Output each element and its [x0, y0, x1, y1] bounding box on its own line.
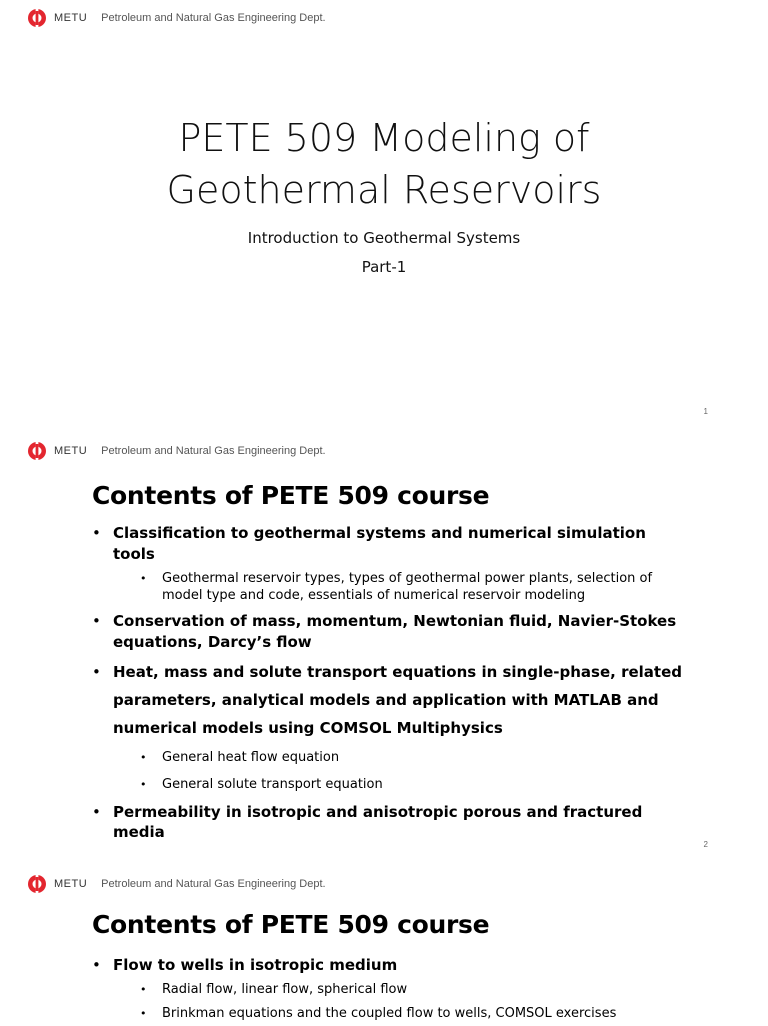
department-name: Petroleum and Natural Gas Engineering Dept. — [101, 445, 326, 457]
page-number: 1 — [703, 407, 708, 416]
slide-1 — [0, 0, 768, 430]
logo-text: METU — [54, 445, 88, 457]
department-name: Petroleum and Natural Gas Engineering Dept. — [101, 12, 326, 24]
list-item — [92, 954, 682, 1026]
metu-logo — [27, 8, 87, 28]
slide-header — [27, 441, 326, 461]
contents-list — [92, 954, 682, 1026]
list-item — [92, 658, 682, 798]
sub-list-item: • General solute transport equation — [134, 771, 682, 798]
sub-list-item: • General heat flow equation — [134, 744, 682, 771]
logo-text: METU — [54, 12, 88, 24]
subtitle: Introduction to Geothermal Systems — [247, 229, 521, 247]
logo-text: METU — [54, 878, 88, 890]
department-name: Petroleum and Natural Gas Engineering Dept. — [101, 878, 326, 890]
bullet-text: Classification to geothermal systems and numerical simulation tools — [113, 524, 646, 563]
list-item — [92, 802, 682, 842]
content-title: Contents of PETE 509 course — [92, 481, 490, 510]
slide-2 — [0, 433, 768, 863]
slide-header — [27, 8, 326, 28]
content-title: Contents of PETE 509 course — [92, 910, 490, 939]
slide-title — [0, 112, 768, 216]
sub-list-item: • Radial flow, linear flow, spherical flow — [134, 978, 682, 1002]
slide-3 — [0, 866, 768, 1024]
subtitle-part: Part-1 — [361, 258, 407, 276]
title-line-1: PETE 509 Modeling of — [178, 116, 590, 160]
metu-logo-icon — [27, 441, 47, 461]
metu-logo — [27, 441, 87, 461]
sub-list-item: • Geothermal reservoir types, types of geothermal power plants, selection of model type and code, essentials of numerical reservoir modeling — [134, 570, 682, 604]
metu-logo-icon — [27, 8, 47, 28]
slide-header — [27, 874, 326, 894]
bullet-text: Flow to wells in isotropic medium — [113, 956, 398, 974]
bullet-text: Conservation of mass, momentum, Newtonian fluid, Navier-Stokes equations, Darcy’s flow — [113, 612, 677, 651]
contents-list — [92, 523, 682, 842]
metu-logo — [27, 874, 87, 894]
metu-logo-icon — [27, 874, 47, 894]
bullet-text: Permeability in isotropic and anisotropic porous and fractured media — [113, 803, 643, 841]
bullet-text: Heat, mass and solute transport equations in single-phase, related parameters, analytical models and application with MATLAB and numerical models using COMSOL Multiphysics — [113, 663, 682, 737]
page-number: 2 — [703, 840, 708, 849]
title-line-2: Geothermal Reservoirs — [166, 168, 602, 212]
list-item — [92, 523, 682, 604]
sub-list-item: • Brinkman equations and the coupled flow to wells, COMSOL exercises — [134, 1002, 682, 1026]
list-item — [92, 611, 682, 653]
